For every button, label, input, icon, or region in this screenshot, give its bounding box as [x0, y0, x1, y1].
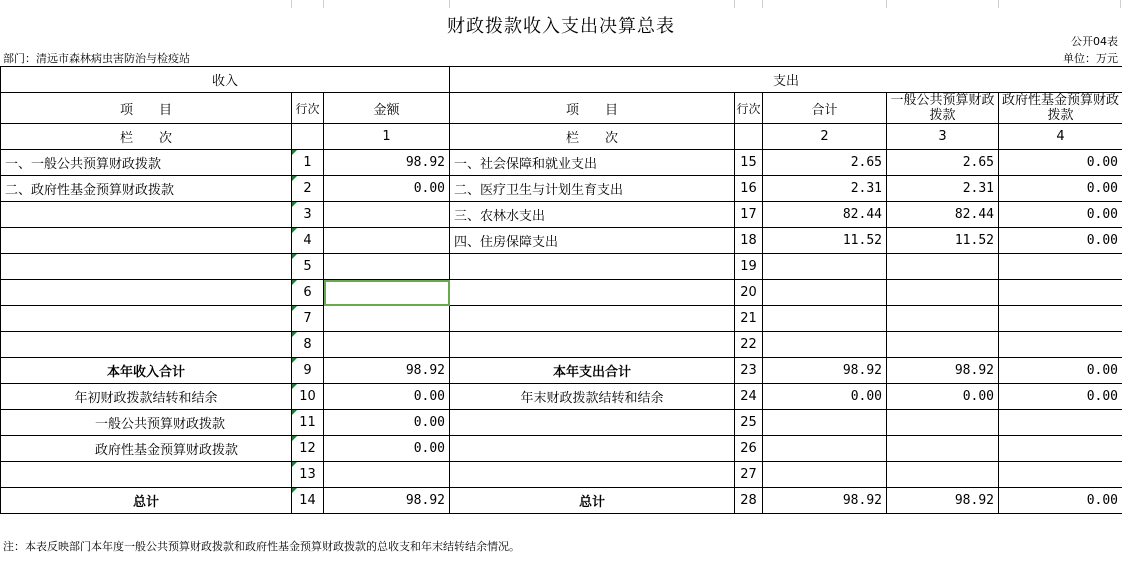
- gov-fund-header[interactable]: 政府性基金预算财政拨款: [999, 93, 1122, 124]
- gov-fund-cell[interactable]: [999, 332, 1122, 358]
- income-line-cell[interactable]: 10: [292, 384, 324, 410]
- income-item-cell[interactable]: [1, 332, 292, 358]
- gov-fund-cell[interactable]: 0.00: [999, 150, 1122, 176]
- unit-label: 单位：万元: [1063, 52, 1118, 65]
- income-line-blank[interactable]: [292, 124, 324, 150]
- expense-total-cell[interactable]: [763, 436, 887, 462]
- income-line-cell[interactable]: 14: [292, 488, 324, 514]
- income-line-cell[interactable]: 3: [292, 202, 324, 228]
- gov-fund-cell[interactable]: 0.00: [999, 176, 1122, 202]
- column-index-1[interactable]: 1: [324, 124, 450, 150]
- income-amount-cell[interactable]: [324, 306, 450, 332]
- income-line-header[interactable]: 行次: [292, 93, 324, 124]
- expense-line-cell[interactable]: 21: [735, 306, 763, 332]
- income-item-cell[interactable]: 总计: [1, 488, 292, 514]
- income-line-cell[interactable]: 6: [292, 280, 324, 306]
- expense-total-cell[interactable]: [763, 332, 887, 358]
- income-line-cell[interactable]: 1: [292, 150, 324, 176]
- expense-item-cell[interactable]: [450, 254, 735, 280]
- expense-total-cell[interactable]: 98.92: [763, 488, 887, 514]
- gov-fund-cell[interactable]: [999, 254, 1122, 280]
- expense-line-cell[interactable]: 24: [735, 384, 763, 410]
- income-amount-cell[interactable]: [324, 202, 450, 228]
- expense-item-cell[interactable]: 四、住房保障支出: [450, 228, 735, 254]
- expense-item-cell[interactable]: [450, 436, 735, 462]
- income-amount-cell[interactable]: 0.00: [324, 436, 450, 462]
- finance-table: [0, 66, 1122, 514]
- expense-line-cell[interactable]: 16: [735, 176, 763, 202]
- expense-total-header[interactable]: 合计: [763, 93, 887, 124]
- general-budget-header[interactable]: 一般公共预算财政拨款: [887, 93, 999, 124]
- table-row: [1, 462, 1122, 488]
- general-budget-cell[interactable]: [887, 280, 999, 306]
- income-line-cell[interactable]: 5: [292, 254, 324, 280]
- income-amount-cell[interactable]: [324, 254, 450, 280]
- income-item-cell[interactable]: [1, 306, 292, 332]
- income-item-cell[interactable]: 本年收入合计: [1, 358, 292, 384]
- expense-line-cell[interactable]: 22: [735, 332, 763, 358]
- income-amount-cell[interactable]: 98.92: [324, 150, 450, 176]
- table-row: [1, 202, 1122, 228]
- income-amount-cell[interactable]: 0.00: [324, 384, 450, 410]
- general-budget-cell[interactable]: 2.65: [887, 150, 999, 176]
- expense-line-cell[interactable]: 18: [735, 228, 763, 254]
- income-line-cell[interactable]: 4: [292, 228, 324, 254]
- income-amount-cell[interactable]: [324, 280, 450, 306]
- income-amount-cell[interactable]: [324, 332, 450, 358]
- expense-item-cell[interactable]: [450, 280, 735, 306]
- general-budget-cell[interactable]: [887, 436, 999, 462]
- gov-fund-cell[interactable]: 0.00: [999, 228, 1122, 254]
- income-line-cell[interactable]: 8: [292, 332, 324, 358]
- general-budget-cell[interactable]: [887, 332, 999, 358]
- expense-item-cell[interactable]: 二、医疗卫生与计划生育支出: [450, 176, 735, 202]
- expense-total-cell[interactable]: [763, 306, 887, 332]
- table-row: [1, 306, 1122, 332]
- expense-line-cell[interactable]: 20: [735, 280, 763, 306]
- gov-fund-cell[interactable]: 0.00: [999, 358, 1122, 384]
- expense-item-cell[interactable]: [450, 306, 735, 332]
- expense-item-cell[interactable]: [450, 410, 735, 436]
- income-amount-cell[interactable]: [324, 228, 450, 254]
- income-header[interactable]: 收入: [1, 67, 450, 93]
- footnote: 注：本表反映部门本年度一般公共预算财政拨款和政府性基金预算财政拨款的总收支和年末结转结余情况。: [3, 540, 520, 553]
- gov-fund-cell[interactable]: [999, 280, 1122, 306]
- general-budget-cell[interactable]: 2.31: [887, 176, 999, 202]
- income-item-cell[interactable]: 政府性基金预算财政拨款: [1, 436, 292, 462]
- general-budget-cell[interactable]: 82.44: [887, 202, 999, 228]
- expense-total-cell[interactable]: 11.52: [763, 228, 887, 254]
- table-row: [1, 150, 1122, 176]
- expense-total-cell[interactable]: [763, 410, 887, 436]
- income-item-cell[interactable]: [1, 462, 292, 488]
- income-amount-cell[interactable]: 0.00: [324, 410, 450, 436]
- expense-line-cell[interactable]: 23: [735, 358, 763, 384]
- column-index-2[interactable]: 2: [763, 124, 887, 150]
- gov-fund-cell[interactable]: [999, 410, 1122, 436]
- income-amount-cell[interactable]: [324, 462, 450, 488]
- income-line-cell[interactable]: 12: [292, 436, 324, 462]
- expense-item-cell[interactable]: 本年支出合计: [450, 358, 735, 384]
- gov-fund-cell[interactable]: [999, 436, 1122, 462]
- table-row: [1, 384, 1122, 410]
- expense-line-cell[interactable]: 15: [735, 150, 763, 176]
- expense-total-cell[interactable]: 82.44: [763, 202, 887, 228]
- column-index-4[interactable]: 4: [999, 124, 1122, 150]
- report-title: 财政拨款收入支出决算总表: [447, 16, 675, 37]
- expense-total-cell[interactable]: 98.92: [763, 358, 887, 384]
- income-item-cell[interactable]: [1, 202, 292, 228]
- gov-fund-cell[interactable]: [999, 306, 1122, 332]
- expense-line-cell[interactable]: 25: [735, 410, 763, 436]
- general-budget-cell[interactable]: [887, 254, 999, 280]
- expense-item-cell[interactable]: [450, 332, 735, 358]
- expense-line-cell[interactable]: 17: [735, 202, 763, 228]
- table-row: [1, 358, 1122, 384]
- expense-item-header[interactable]: 项 目: [450, 93, 735, 124]
- general-budget-cell[interactable]: 98.92: [887, 488, 999, 514]
- income-item-cell[interactable]: 二、政府性基金预算财政拨款: [1, 176, 292, 202]
- income-amount-cell[interactable]: 0.00: [324, 176, 450, 202]
- income-line-cell[interactable]: 2: [292, 176, 324, 202]
- table-row: [1, 488, 1122, 514]
- table-row: [1, 254, 1122, 280]
- top-gridlines: [0, 0, 1122, 8]
- table-row: [1, 332, 1122, 358]
- income-item-cell[interactable]: [1, 228, 292, 254]
- expense-total-cell[interactable]: [763, 462, 887, 488]
- table-row: [1, 436, 1122, 462]
- income-item-cell[interactable]: [1, 254, 292, 280]
- column-index-row: [1, 124, 1122, 150]
- income-amount-header[interactable]: 金额: [324, 93, 450, 124]
- general-budget-cell[interactable]: 0.00: [887, 384, 999, 410]
- table-row: [1, 280, 1122, 306]
- expense-line-blank[interactable]: [735, 124, 763, 150]
- expense-total-cell[interactable]: [763, 254, 887, 280]
- gov-fund-cell[interactable]: 0.00: [999, 488, 1122, 514]
- table-row: [1, 410, 1122, 436]
- department-label: 部门：清远市森林病虫害防治与检疫站: [3, 52, 190, 65]
- column-index-3[interactable]: 3: [887, 124, 999, 150]
- table-row: [1, 176, 1122, 202]
- gov-fund-cell[interactable]: 0.00: [999, 202, 1122, 228]
- income-item-cell[interactable]: [1, 280, 292, 306]
- expense-item-cell[interactable]: 总计: [450, 488, 735, 514]
- income-line-cell[interactable]: 7: [292, 306, 324, 332]
- expense-total-cell[interactable]: 2.65: [763, 150, 887, 176]
- general-budget-cell[interactable]: [887, 306, 999, 332]
- income-amount-cell[interactable]: 98.92: [324, 488, 450, 514]
- expense-line-cell[interactable]: 28: [735, 488, 763, 514]
- general-budget-cell[interactable]: [887, 462, 999, 488]
- expense-item-cell[interactable]: 一、社会保障和就业支出: [450, 150, 735, 176]
- income-item-cell[interactable]: 年初财政拨款结转和结余: [1, 384, 292, 410]
- expense-total-cell[interactable]: [763, 280, 887, 306]
- income-column-label[interactable]: 栏 次: [1, 124, 292, 150]
- gov-fund-cell[interactable]: 0.00: [999, 384, 1122, 410]
- expense-item-cell[interactable]: 三、农林水支出: [450, 202, 735, 228]
- table-body: [1, 150, 1122, 514]
- income-amount-cell[interactable]: 98.92: [324, 358, 450, 384]
- expense-line-cell[interactable]: 27: [735, 462, 763, 488]
- income-line-cell[interactable]: 11: [292, 410, 324, 436]
- general-budget-cell[interactable]: [887, 410, 999, 436]
- expense-item-cell[interactable]: [450, 462, 735, 488]
- general-budget-cell[interactable]: 11.52: [887, 228, 999, 254]
- income-item-cell[interactable]: 一般公共预算财政拨款: [1, 410, 292, 436]
- expense-total-cell[interactable]: 2.31: [763, 176, 887, 202]
- expense-line-header[interactable]: 行次: [735, 93, 763, 124]
- expense-total-cell[interactable]: 0.00: [763, 384, 887, 410]
- expense-line-cell[interactable]: 26: [735, 436, 763, 462]
- general-budget-cell[interactable]: 98.92: [887, 358, 999, 384]
- expense-header[interactable]: 支出: [450, 67, 1122, 93]
- expense-line-cell[interactable]: 19: [735, 254, 763, 280]
- income-item-header[interactable]: 项 目: [1, 93, 292, 124]
- section-header-row: [1, 67, 1122, 93]
- income-line-cell[interactable]: 9: [292, 358, 324, 384]
- expense-item-cell[interactable]: 年末财政拨款结转和结余: [450, 384, 735, 410]
- form-code: 公开04表: [1071, 35, 1118, 48]
- table-row: [1, 228, 1122, 254]
- expense-column-label[interactable]: 栏 次: [450, 124, 735, 150]
- column-header-row: [1, 93, 1122, 124]
- gov-fund-cell[interactable]: [999, 462, 1122, 488]
- income-item-cell[interactable]: 一、一般公共预算财政拨款: [1, 150, 292, 176]
- income-line-cell[interactable]: 13: [292, 462, 324, 488]
